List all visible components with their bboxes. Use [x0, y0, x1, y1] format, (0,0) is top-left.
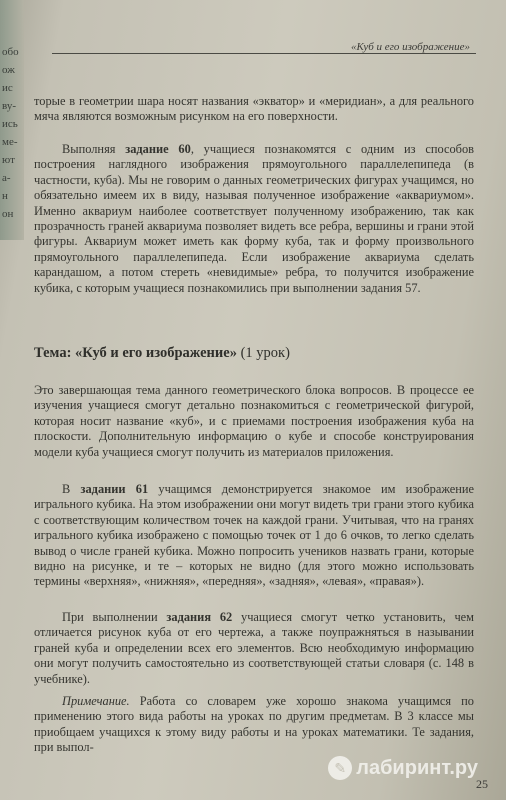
labirint-logo-icon: ✎: [328, 756, 352, 780]
paragraph-intro: [34, 94, 474, 125]
paragraph-note: [34, 694, 474, 756]
prev-page-fragment: он: [2, 208, 14, 220]
paragraph-intro-text: торые в геометрии шара носят названия «экватор» и «меридиан», а для реального мяча являются возможным рисунком на его поверхности.: [34, 94, 474, 124]
prev-page-fragment: н: [2, 190, 8, 202]
paragraph-task-61: [34, 482, 474, 590]
task-reference: задание 60: [125, 142, 191, 156]
task-reference: задания 62: [166, 610, 233, 624]
paragraph-body: учащиеся смогут четко установить, чем отличается рисунок куба от его чертежа, а также поупражняться в назывании граней куба и определении всех его элементов. Всю необходимую информацию они могут получить самостоятельно из соответствующей статьи словаря (с. 148 в учебнике).: [34, 610, 475, 686]
prev-page-fragment: ме-: [2, 136, 18, 148]
paragraph-task-60: [34, 142, 474, 296]
paragraph-topic: [34, 383, 474, 460]
prev-page-fragment: обо: [2, 46, 19, 58]
watermark-text: лабиринт.ру: [356, 756, 478, 779]
paragraph-lead: Выполняя: [62, 142, 126, 156]
paragraph-lead: В: [62, 482, 81, 496]
prev-page-fragment: ож: [2, 64, 15, 76]
paragraph-task-61-text: [34, 482, 474, 590]
paragraph-topic-text: Это завершающая тема данного геометрического блока вопросов. В процессе ее изучения учащиеся смогут детально познакомиться с геометрической фигурой, которая носит название «куб», и с приемами построения изображения куба на плоскости. Дополнительную информацию о кубе и способе конструирования модели куба учащиеся смогут получить из материалов приложения.: [34, 383, 474, 459]
watermark: [328, 756, 478, 780]
prev-page-fragment: а-: [2, 172, 11, 184]
paragraph-lead: При выполнении: [62, 610, 167, 624]
paragraph-body: Работа со словарем уже хорошо знакома учащимся по применению этого вида работы на уроках по другим предметам. В 3 классе мы приобщаем учащихся к этому виду работы и на уроках математики. Те задания, при выпол-: [34, 694, 474, 755]
paragraph-note-text: [34, 694, 474, 756]
prev-page-fragment: ись: [2, 118, 18, 130]
header-rule: [52, 53, 476, 54]
paragraph-task-62: [34, 610, 474, 687]
prev-page-fragment: ис: [2, 82, 13, 94]
note-label: Примечание.: [62, 694, 130, 708]
page-number: 25: [476, 777, 488, 791]
paragraph-task-62-text: [34, 610, 474, 687]
task-reference: задании 61: [80, 482, 149, 496]
topic-heading: [34, 345, 290, 362]
topic-lesson-count: (1 урок): [236, 345, 290, 361]
paragraph-body: учащимся демонстрируется знакомое им изображение игрального кубика. На этом изображении они могут видеть три грани этого кубика с соответствующим количеством точек на каждой грани. Учитывая, что на гранях игрального кубика изображено с помощью точек от 1 до 6 очков, то легко сделать вывод о числе граней кубика. Можно попросить учеников назвать грани, которые видно на рисунке, и те – которых не видно (для этого можно использовать термины «верхняя», «нижняя», «передняя», «задняя», «левая», «правая»).: [34, 482, 474, 589]
running-head: «Куб и его изображение»: [350, 41, 470, 53]
previous-page-edge: [0, 0, 24, 240]
prev-page-fragment: ву-: [2, 100, 16, 112]
paragraph-body: , учащиеся познакомятся с одним из способов построения наглядного изображения прямоугольного параллелепипеда (в частности, куба). Мы не говорим о данных геометрических фигурах учащимся, но обязательно имеем их в виду, называя полученное изображение «аквариумом». Именно аквариум наиболее соответствует полученному изображению, так как прозрачность граней аквариума позволяет видеть все ребра, вершины и грани этой фигуры. Аквариум может иметь как форму куба, так и форму произвольного прямоугольного параллелепипеда. Если изображение аквариума сделать карандашом, а потом стереть «невидимые» ребра, то получится изображение кубика, с которым учащиеся познакомились при выполнении задания 57.: [34, 142, 475, 295]
topic-title: Тема: «Куб и его изображение»: [34, 345, 237, 361]
prev-page-fragment: ют: [2, 154, 15, 166]
paragraph-task-60-text: [34, 142, 474, 296]
